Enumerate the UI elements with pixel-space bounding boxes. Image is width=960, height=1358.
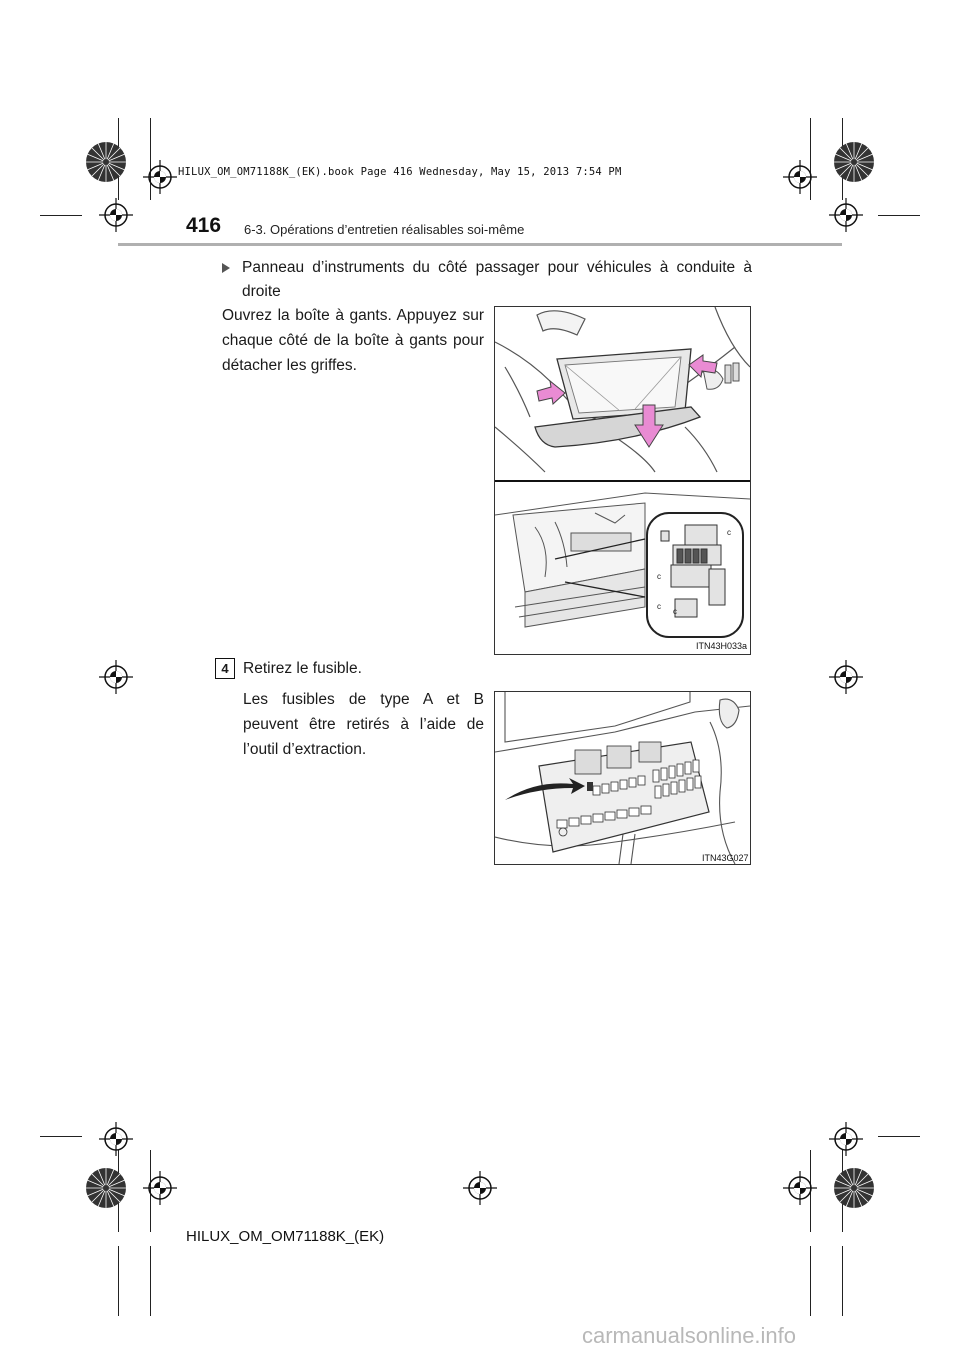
svg-text:c: c [657,602,661,611]
step-detail: Les fusibles de type A et B peuvent être retirés à l’aide de l’outil d’extraction. [243,691,484,758]
book-info-line: HILUX_OM_OM71188K_(EK).book Page 416 Wednesday, May 15, 2013 7:54 PM [178,166,622,178]
registration-target-icon [829,660,863,694]
svg-text:c: c [673,607,677,616]
footer-model-code: HILUX_OM_OM71188K_(EK) [186,1228,385,1245]
registration-target-icon [99,660,133,694]
page-number: 416 [186,214,222,237]
registration-target-icon [143,160,177,194]
watermark: carmanualsonline.info [582,1323,797,1348]
fuse-box-illustration [495,692,750,864]
bullet-heading [222,256,752,304]
glove-box-illustration [495,307,750,654]
registration-target-icon [99,198,133,232]
starburst-mark-icon [84,140,128,184]
section-title: 6-3. Opérations d’entretien réalisables soi-même [244,222,525,237]
registration-target-icon [829,198,863,232]
registration-target-icon [829,1122,863,1156]
instruction-paragraph: Ouvrez la boîte à gants. Appuyez sur chaque côté de la boîte à gants pour détacher les griffes. [222,307,484,374]
starburst-mark-icon [832,1166,876,1210]
triangle-bullet-icon [222,263,230,273]
bullet-heading-text: Panneau d’instruments du côté passager pour véhicules à conduite à droite [242,259,752,300]
figure-fuse-box [494,691,751,865]
registration-target-icon [99,1122,133,1156]
figure-2-code: ITN43G027 [702,853,749,863]
starburst-mark-icon [832,140,876,184]
registration-target-icon [783,1171,817,1205]
starburst-mark-icon [84,1166,128,1210]
figure-1-code: ITN43H033a [696,641,748,651]
figure-glove-box [494,306,751,655]
step-number-box: 4 [215,658,235,679]
svg-text:c: c [657,572,661,581]
registration-target-icon [463,1171,497,1205]
step-title: Retirez le fusible. [243,660,362,677]
registration-target-icon [783,160,817,194]
registration-target-icon [143,1171,177,1205]
header-rule [118,243,842,246]
svg-text:c: c [727,528,731,537]
